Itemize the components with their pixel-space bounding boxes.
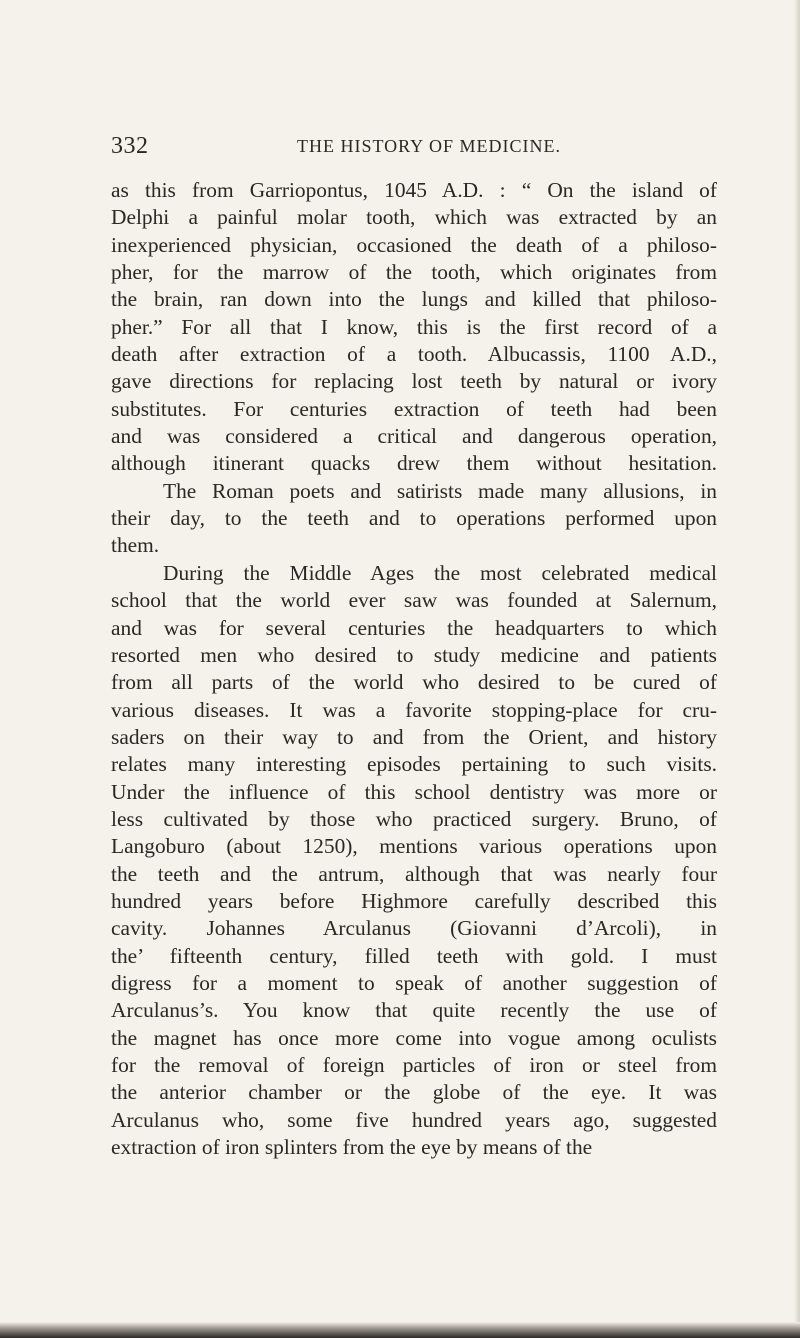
text-line: relates many interesting episodes pertaining to such visits. <box>111 752 717 777</box>
text-line: and was considered a critical and dangerous operation, <box>111 424 717 449</box>
text-line: the magnet has once more come into vogue among oculists <box>111 1025 717 1050</box>
text-line: although itinerant quacks drew them without hesitation. <box>111 451 717 476</box>
text-line: saders on their way to and from the Orient, and history <box>111 724 717 749</box>
running-head: THE HISTORY OF MEDICINE. <box>296 136 561 156</box>
page-bottom-shadow <box>0 1322 800 1338</box>
text-line: the teeth and the antrum, although that was nearly four <box>111 861 717 886</box>
text-line: resorted men who desired to study medicine and patients <box>111 642 717 667</box>
text-line: school that the world ever saw was founded at Salernum, <box>111 588 717 613</box>
text-line: as this from Garriopontus, 1045 A.D. : “ On the island of <box>111 178 717 202</box>
page-header <box>111 131 717 161</box>
text-line: gave directions for replacing lost teeth by natural or ivory <box>111 369 717 394</box>
text-line: Arculanus who, some five hundred years ago, suggested <box>111 1107 717 1132</box>
text-line: The Roman poets and satirists made many allusions, in <box>163 478 717 503</box>
text-line: for the removal of foreign particles of iron or steel from <box>111 1053 717 1077</box>
text-line: the anterior chamber or the globe of the eye. It was <box>111 1080 717 1105</box>
text-line: various diseases. It was a favorite stopping-place for cru- <box>111 697 717 722</box>
page-edge-shadow <box>794 0 800 1338</box>
text-line: and was for several centuries the headquarters to which <box>111 615 717 640</box>
text-line: them. <box>111 533 160 558</box>
text-line: extraction of iron splinters from the eye by means of the <box>111 1135 593 1160</box>
text-line: the brain, ran down into the lungs and killed that philoso- <box>111 287 717 312</box>
text-line: inexperienced physician, occasioned the death of a philoso- <box>111 232 717 257</box>
text-line: the’ fifteenth century, filled teeth with gold. I must <box>111 943 717 968</box>
text-line: Arculanus’s. You know that quite recently the use of <box>111 998 717 1023</box>
text-line: cavity. Johannes Arculanus (Giovanni d’Arcoli), in <box>111 916 717 941</box>
body-text <box>111 177 717 1161</box>
text-line: pher, for the marrow of the tooth, which originates from <box>111 260 717 285</box>
text-line: less cultivated by those who practiced surgery. Bruno, of <box>111 806 717 831</box>
text-line: from all parts of the world who desired to be cured of <box>111 670 717 695</box>
text-line: digress for a moment to speak of another suggestion of <box>111 970 717 995</box>
text-line: substitutes. For centuries extraction of teeth had been <box>111 396 717 421</box>
text-line: During the Middle Ages the most celebrated medical <box>163 560 717 585</box>
text-line: Delphi a painful molar tooth, which was extracted by an <box>111 205 717 230</box>
text-line: death after extraction of a tooth. Albucassis, 1100 A.D., <box>111 342 717 367</box>
text-line: pher.” For all that I know, this is the first record of a <box>111 314 717 339</box>
page-number: 332 <box>111 133 149 159</box>
text-line: Langoburo (about 1250), mentions various operations upon <box>111 834 717 859</box>
text-line: Under the influence of this school dentistry was more or <box>111 779 717 804</box>
text-line: hundred years before Highmore carefully described this <box>111 888 717 913</box>
text-line: their day, to the teeth and to operations performed upon <box>111 506 717 531</box>
